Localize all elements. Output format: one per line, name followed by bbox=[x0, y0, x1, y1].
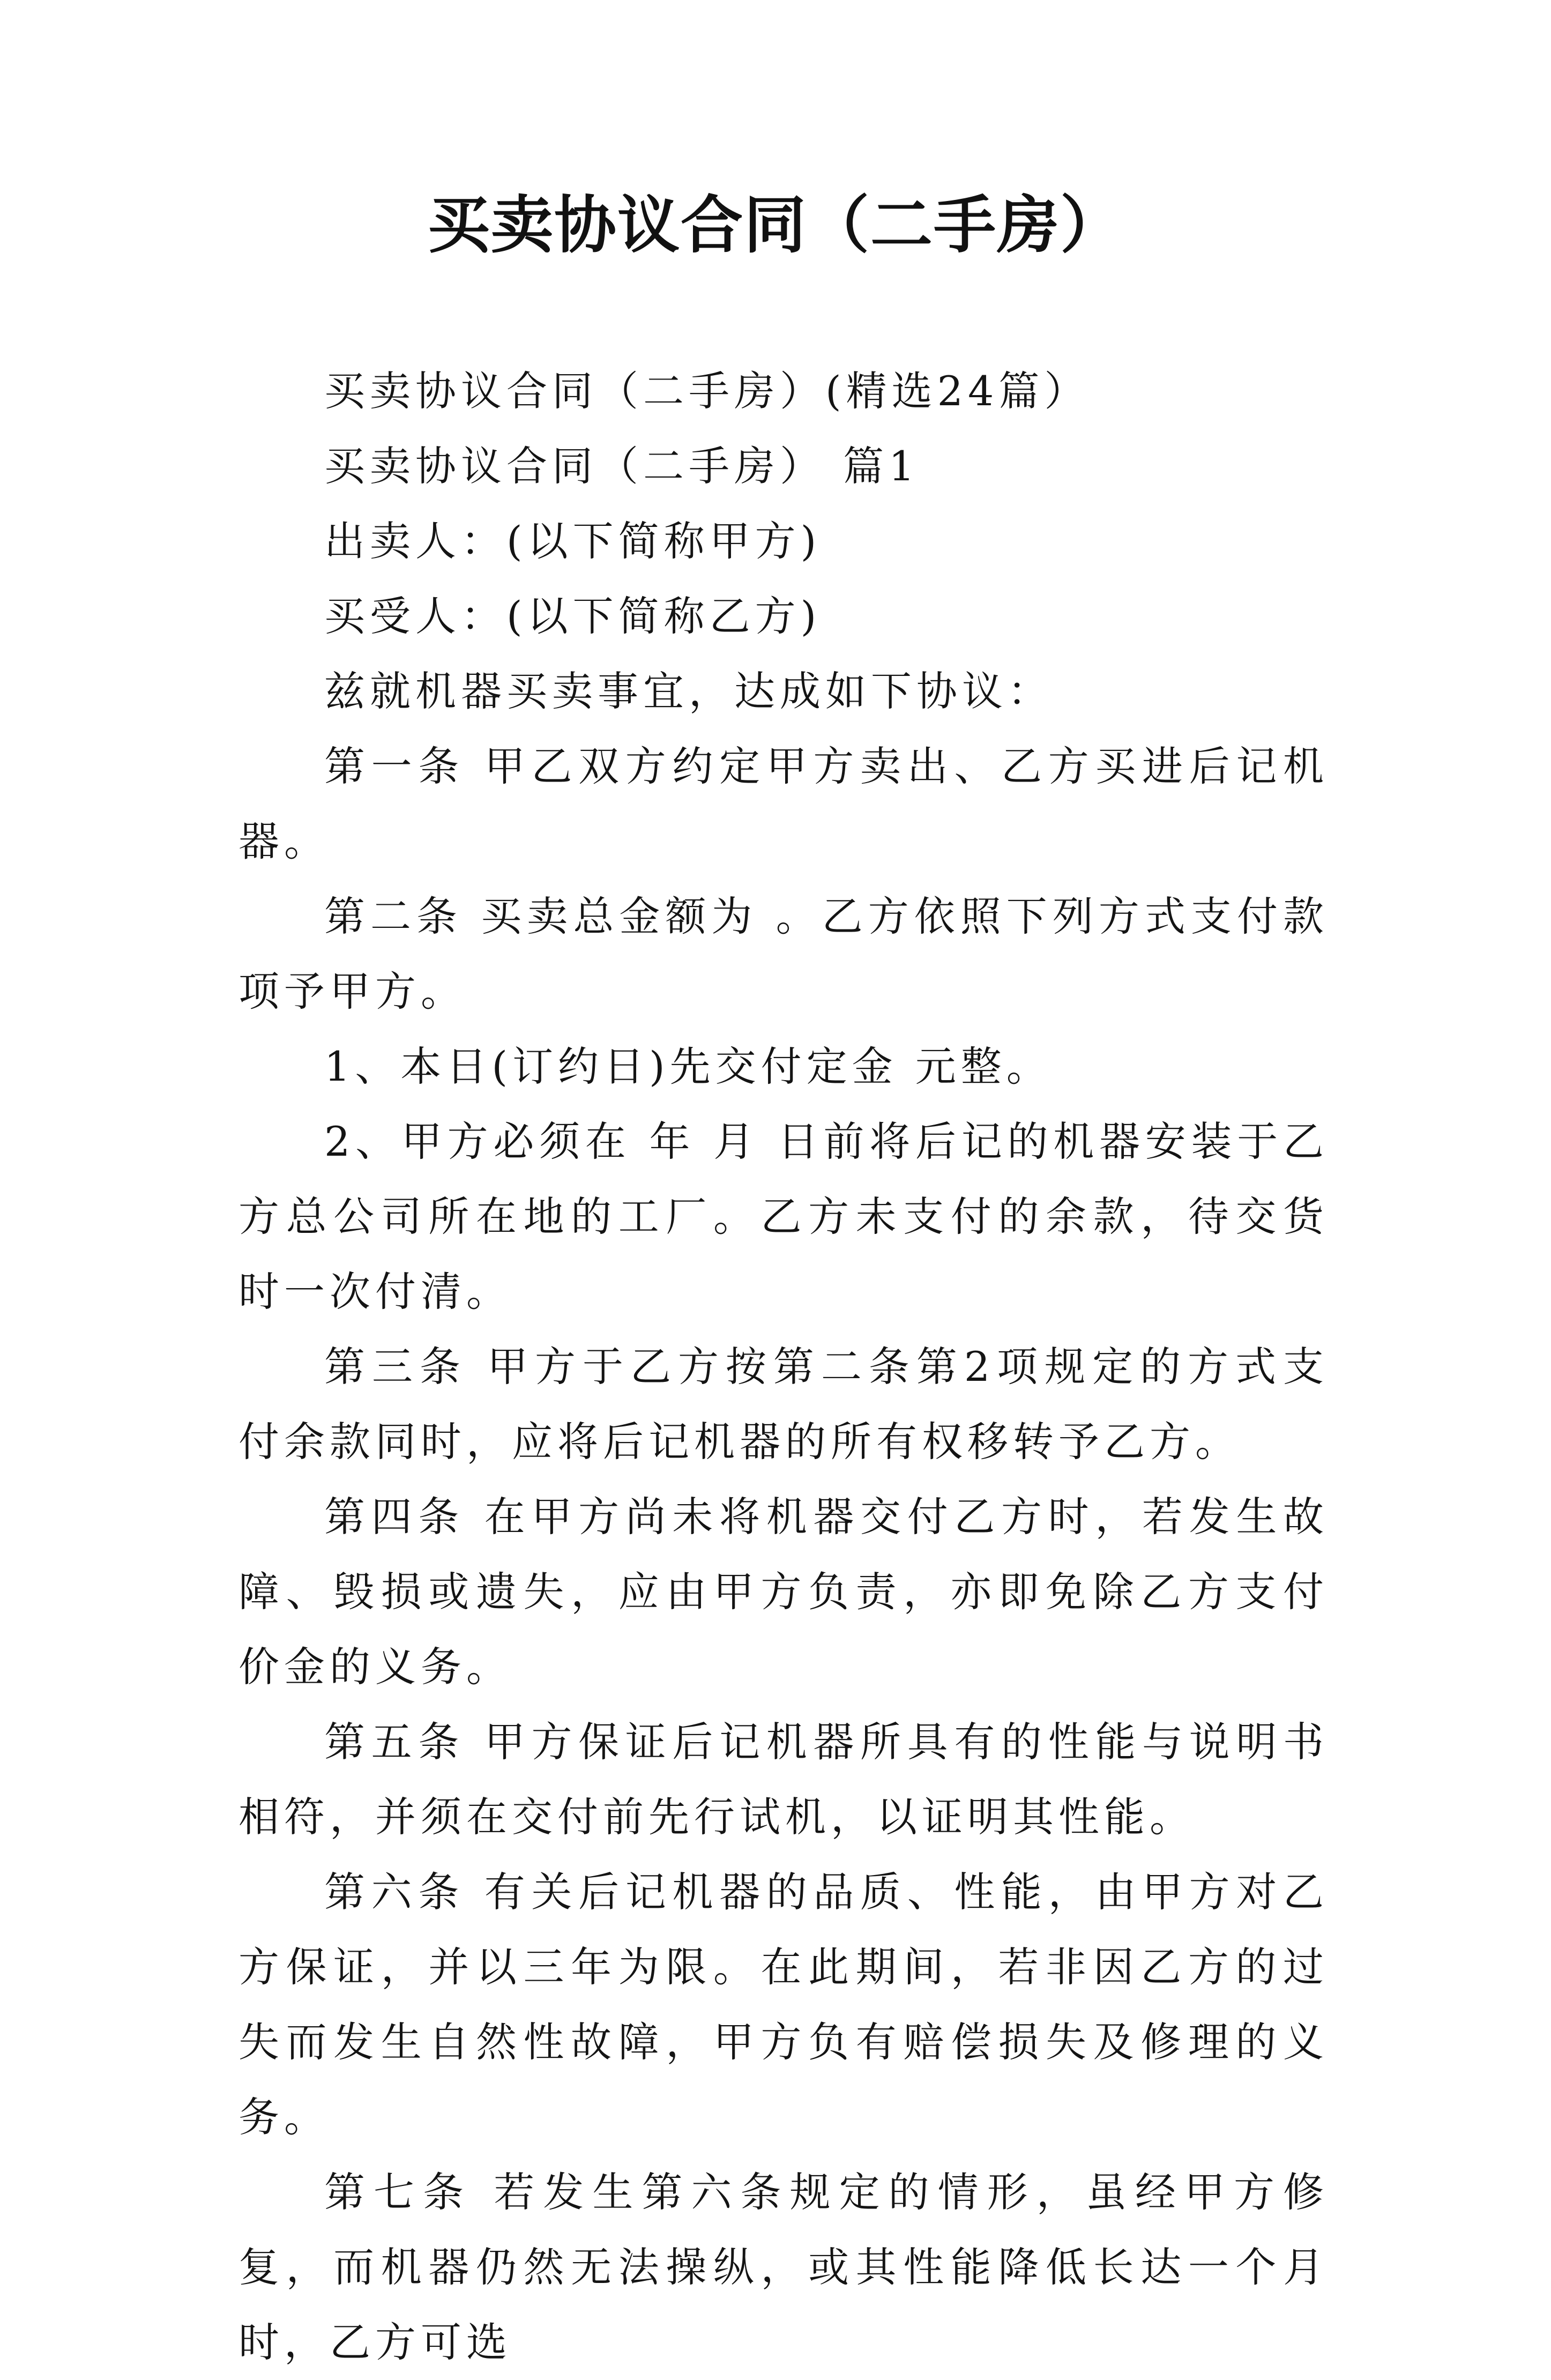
paragraph-article-2-item-2: 2、甲方必须在 年 月 日前将后记的机器安装于乙方总公司所在地的工厂。乙方未支付的余款，待交货时一次付清。 bbox=[238, 1118, 1329, 1315]
paragraph-article-5: 第五条 甲方保证后记机器所具有的性能与说明书相符，并须在交付前先行试机，以证明其性能。 bbox=[238, 1718, 1329, 1841]
paragraph-article-3: 第三条 甲方于乙方按第二条第2项规定的方式支付余款同时，应将后记机器的所有权移转予乙方。 bbox=[238, 1343, 1329, 1466]
paragraph-article-7: 第七条 若发生第六条规定的情形，虽经甲方修复，而机器仍然无法操纵，或其性能降低长达一个月时，乙方可选 bbox=[238, 2168, 1329, 2366]
paragraph-buyer: 买受人：(以下简称乙方) bbox=[324, 592, 822, 640]
paragraph-article-1: 第一条 甲乙双方约定甲方卖出、乙方买进后记机器。 bbox=[238, 742, 1329, 865]
paragraph-subtitle: 买卖协议合同（二手房）(精选24篇） bbox=[324, 367, 1090, 415]
document-title: 买卖协议合同（二手房） bbox=[428, 189, 1123, 262]
paragraph-article-4: 第四条 在甲方尚未将机器交付乙方时，若发生故障、毁损或遗失，应由甲方负责，亦即免除乙方支付价金的义务。 bbox=[238, 1493, 1329, 1691]
document-body bbox=[238, 354, 1329, 2380]
paragraph-article-6: 第六条 有关后记机器的品质、性能，由甲方对乙方保证，并以三年为限。在此期间，若非因乙方的过失而发生自然性故障，甲方负有赔偿损失及修理的义务。 bbox=[238, 1868, 1329, 2141]
paragraph-article-2-item-1: 1、本日(订约日)先交付定金 元整。 bbox=[324, 1043, 1052, 1090]
paragraph-section-heading: 买卖协议合同（二手房） 篇1 bbox=[324, 442, 920, 490]
paragraph-article-2: 第二条 买卖总金额为 。乙方依照下列方式支付款项予甲方。 bbox=[238, 892, 1329, 1015]
paragraph-preamble: 兹就机器买卖事宜，达成如下协议： bbox=[324, 667, 1053, 715]
paragraph-seller: 出卖人：(以下简称甲方) bbox=[324, 517, 822, 565]
